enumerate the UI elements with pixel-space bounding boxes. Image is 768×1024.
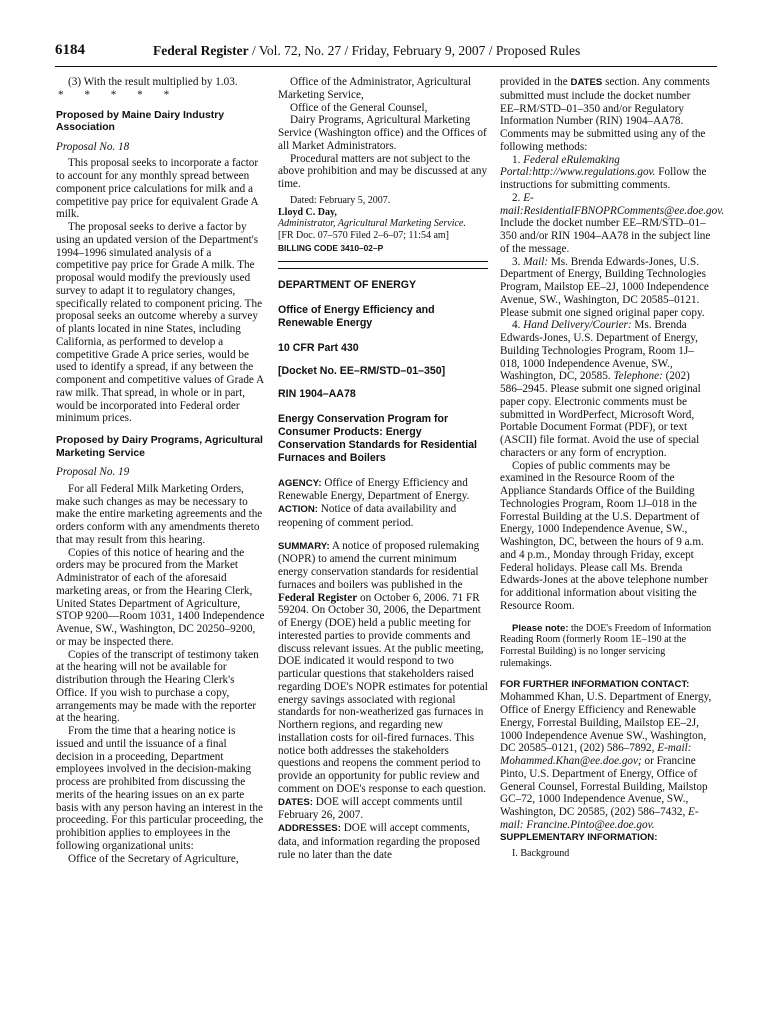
method-3: 3. Mail: Ms. Brenda Edwards-Jones, U.S. Department of Energy, Building Technologies Program, Mailstop EE–2J, 1000 Independence Avenue, SW., Washington, DC 20585–0121. Please submit one signed original paper copy.	[500, 255, 709, 319]
heading-maine: Proposed by Maine Dairy Industry Association	[56, 109, 225, 133]
copies-para: Copies of public comments may be examined in the Resource Room of the Appliance Standards Office of the Building Technologies Program, Room 1J–018 in the Forrestal Building at the U.S. Department of Energy, 1000 Independence Avenue, SW., Washington, DC, between the hours of 9 a.m. and 4 p.m., Monday through Friday, except Federal holidays. Please call Ms. Brenda Edwards-Jones at the above telephone number for additional information about visiting the Resource Room.	[500, 459, 708, 612]
summary-para	[278, 540, 488, 796]
journal-name: Federal Register	[153, 43, 249, 58]
summary-text-a: A notice of proposed rulemaking (NOPR) to amend the current minimum energy conservation standards for residential furnaces and boilers was published in the	[278, 539, 480, 591]
addresses-text: DOE will accept comments, data, and information regarding the proposed rule no later than the date	[278, 822, 480, 861]
cfr-heading: 10 CFR Part 430	[278, 341, 359, 354]
docket-number: [Docket No. EE–RM/STD–01–350]	[278, 364, 446, 377]
result-line: (3) With the result multiplied by 1.03.	[68, 76, 238, 88]
column-2	[278, 76, 488, 861]
proposal-19-para-1: For all Federal Milk Marketing Orders, make such changes as may be necessary to make the entire marketing agreements and the orders conform with any amendments thereto that may result from this hearing.	[56, 482, 263, 546]
method-1: 1. Federal eRulemaking Portal:http://www.regulations.gov. Follow the instructions for submitting comments.	[500, 153, 707, 191]
further-info-para: FOR FURTHER INFORMATION CONTACT: Mohammed Khan, U.S. Department of Energy, Office of Energy Efficiency and Renewable Energy, Forrestal Building, Mailstop EE–2J, 1000 Independence Avenue SW., Washington, DC 20585–0121, (202) 586–7892, E-mail: Mohammed.Khan@ee.doe.gov; or Francine Pinto, U.S. Department of Energy, Office of General Counsel, Forrestal Building, Mailstop GC–72, 1000 Independence Avenue, SW., Washington, DC 20585, (202) 586–7432, E-mail: Francine.Pinto@ee.doe.gov.	[500, 678, 712, 831]
dates-para	[278, 796, 488, 823]
heading-dairy-programs: Proposed by Dairy Programs, Agricultural Marketing Service	[56, 435, 263, 459]
email-pinto: E-mail: Francine.Pinto@ee.doe.gov.	[500, 806, 699, 831]
method-4: 4. Hand Delivery/Courier: Ms. Brenda Edwards-Jones, U.S. Department of Energy, Building Technologies Program, Room 1J–018, 1000 Independence Avenue, SW., Washington, DC, 20585. Telephone: (202) 586–2945. Please submit one signed original paper copy. Electronic comments must be submitted in WordPerfect, Microsoft Word, Portable Document Format (PDF), or text (ASCII) file format. Avoid the use of special characters or any form of encryption.	[500, 319, 701, 459]
further-info-label: FOR FURTHER INFORMATION CONTACT:	[500, 678, 690, 690]
email-khan: E-mail: Mohammed.Khan@ee.doe.gov;	[500, 742, 692, 768]
running-title	[153, 43, 580, 59]
section-divider	[278, 261, 488, 262]
supplementary-label: SUPPLEMENTARY INFORMATION:	[500, 831, 658, 843]
proposal-19-para-5: Office of the Secretary of Agriculture,	[68, 852, 239, 865]
summary-label: SUMMARY:	[278, 540, 330, 552]
column-3	[500, 76, 725, 860]
rin-number: RIN 1904–AA78	[278, 387, 356, 400]
billing-code: BILLING CODE 3410–02–P	[278, 242, 384, 253]
proposal-19-heading: Proposal No. 19	[56, 466, 130, 478]
please-note-para: Please note: the DOE's Freedom of Information Reading Room (formerly Room 1E–190 at the Forrestal Building) is no longer servicing rulemakings.	[500, 622, 712, 669]
department-heading: DEPARTMENT OF ENERGY	[278, 278, 417, 291]
signer-name: Lloyd C. Day,	[278, 206, 337, 218]
proposal-19-para-3: Copies of the transcript of testimony taken at the hearing will not be available for distribution through the Hearing Clerk's Office. If you wish to purchase a copy, arrangements may be made with the reporter at the hearing.	[56, 648, 259, 725]
unit-line-2: Office of the General Counsel,	[290, 101, 428, 114]
signer-title: Administrator, Agricultural Marketing Service.	[278, 218, 466, 230]
dates-ref: DATES	[570, 77, 603, 88]
dates-label: DATES:	[278, 796, 313, 808]
addresses-continued: provided in the DATES section. Any comments submitted must include the docket number EE–RM/STD–01–350 and/or Regulatory Information Number (RIN) 1904–AA78. Comments may be submitted using any of the following methods:	[500, 76, 710, 153]
agency-label: AGENCY:	[278, 477, 322, 489]
proposal-19-para-2: Copies of this notice of hearing and the orders may be procured from the Market Administrator of each of the aforesaid marketing areas, or from the Hearing Clerk, United States Department of Agriculture, STOP 9200—Room 1031, 1400 Independence Avenue, SW., Washington, DC 20250–9200, or may be inspected there.	[56, 546, 265, 648]
action-label: ACTION:	[278, 504, 318, 516]
action-text: Notice of data availability and reopening of comment period.	[278, 503, 457, 529]
addresses-para	[278, 822, 488, 861]
proposal-18-para-1: This proposal seeks to incorporate a factor to account for any monthly spread between component price calculations for milk and a competitive pay price for equivalent Grade A milk.	[56, 157, 259, 221]
summary-federal-register: Federal Register	[278, 591, 358, 604]
rule-title: Energy Conservation Program for Consumer Products: Energy Conservation Standards for Residential Furnaces and Boilers	[278, 412, 477, 464]
issue-details: / Vol. 72, No. 27 / Friday, February 9, 2007 / Proposed Rules	[248, 43, 581, 58]
unit-line-3: Dairy Programs, Agricultural Marketing Service (Washington office) and the Offices of all Market Administrators.	[278, 114, 487, 152]
dated-line: Dated: February 5, 2007.	[290, 194, 391, 206]
proposal-18-heading: Proposal No. 18	[56, 140, 130, 153]
page-number: 6184	[55, 42, 85, 58]
proposal-19-para-4: From the time that a hearing notice is issued and until the issuance of a final decision in a proceeding, Department employees involved in the decision-making process are prohibited from discussing the merits of the hearing issues on an ex parte basis with any person having an interest in the proceeding. For this particular proceeding, the prohibition applies to employees in the following organizational units:	[56, 725, 264, 852]
page-header	[55, 40, 717, 67]
fr-doc-line: [FR Doc. 07–570 Filed 2–6–07; 11:54 am]	[278, 230, 450, 242]
method-2: 2. E-mail:ResidentialFBNOPRComments@ee.doe.gov. Include the docket number EE–RM/STD–01–350 and/or RIN 1904–AA78 in the subject line of the message.	[500, 191, 725, 255]
procedural-matters: Procedural matters are not subject to the above prohibition and may be discussed at any time.	[278, 152, 488, 190]
column-1	[56, 76, 266, 865]
background-heading: I. Background	[512, 848, 570, 860]
action-para	[278, 503, 488, 530]
agency-text: Office of Energy Efficiency and Renewable Energy, Department of Energy.	[278, 476, 470, 503]
proposal-18-para-2: The proposal seeks to derive a factor by using an updated version of the Department's 1994–1996 simulated analysis of a competitive pay price for Grade A milk. The proposal would modify the previously used survey to adapt it to regulatory changes, specifically related to component pricing. The proposal seeks an outcome whereby a survey of plants located in nine States, including California, as performed to develop a competitive Grade A price series, would be used to identify a spread, if any between the component and competitive values of Grade A raw milk. That spread, in whole or in part, would be incorporated into Federal order minimum prices.	[56, 221, 264, 425]
office-heading: Office of Energy Efficiency and Renewable Energy	[278, 303, 435, 329]
unit-line-1: Office of the Administrator, Agricultural Marketing Service,	[278, 76, 472, 101]
ellipsis-stars: * * * * *	[58, 88, 170, 101]
section-divider-thick	[278, 268, 488, 269]
agency-para	[278, 477, 488, 504]
addresses-label: ADDRESSES:	[278, 823, 341, 835]
summary-text-b: on October 6, 2006. 71 FR 59204. On October 30, 2006, the Department of Energy (DOE) held a public meeting for interested parties to provide comments and discuss relevant issues. At the public meeting, DOE indicated it would respond to two particular questions that stakeholders raised regarding DOE's NOPR estimates for potential energy savings associated with regional standards for non-weatherized gas furnaces in Northern regions, and regarding new installation costs for oil-fired furnaces. This notice both addresses the stakeholders questions and reopens the comment period to provide an opportunity for public review and comment on DOE's response to each question.	[278, 591, 488, 795]
dates-text: DOE will accept comments until February 26, 2007.	[278, 795, 463, 822]
